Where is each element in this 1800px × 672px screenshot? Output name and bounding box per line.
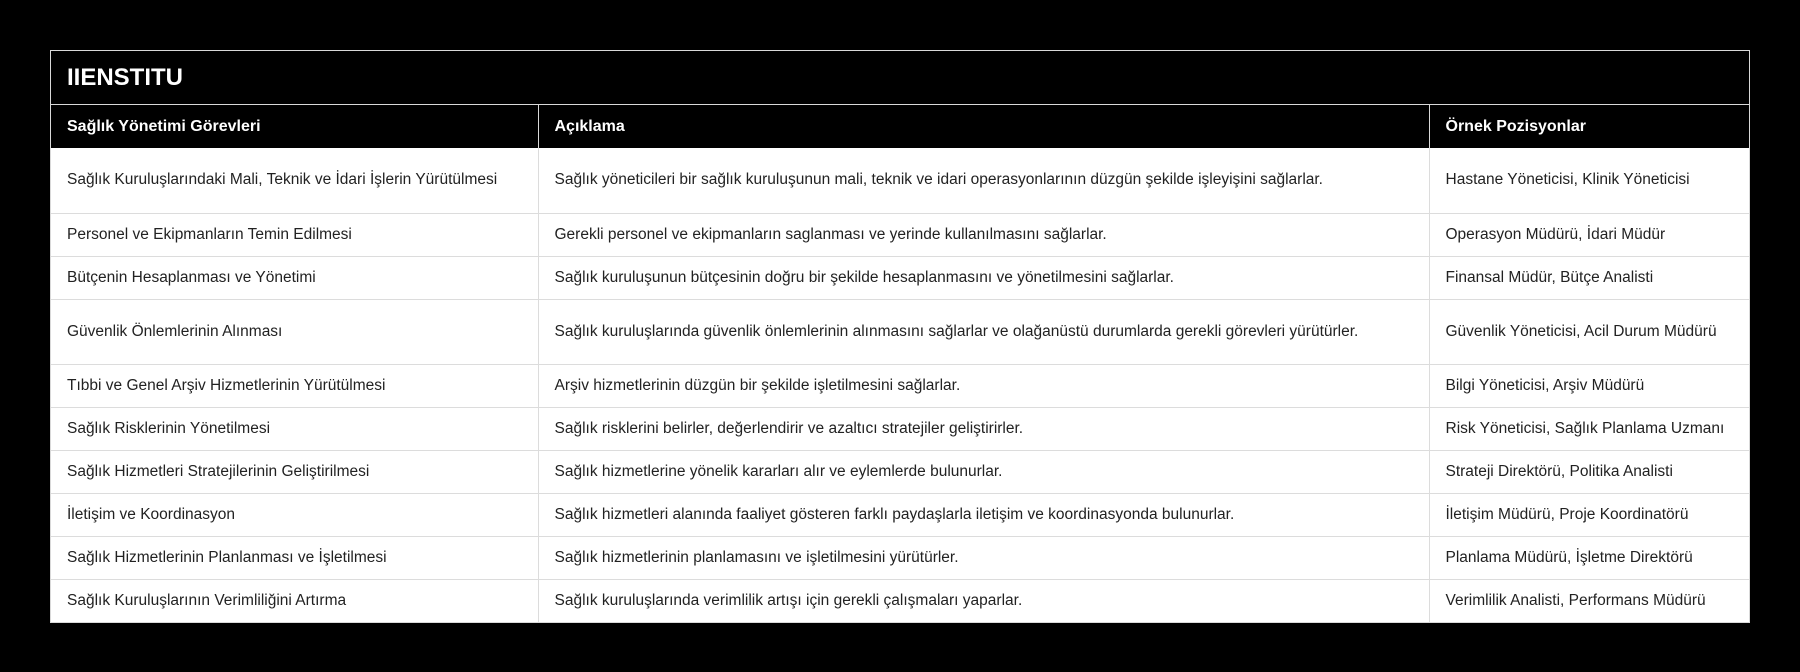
table-row <box>51 213 1749 256</box>
description-cell: Sağlık kuruluşlarında güvenlik önlemlerinin alınmasını sağlarlar ve olağanüstü durumlarda gerekli görevleri yürütürler. <box>538 299 1429 364</box>
table-row <box>51 536 1749 579</box>
description-cell: Sağlık yöneticileri bir sağlık kuruluşunun mali, teknik ve idari operasyonlarının düzgün şekilde işleyişini sağlarlar. <box>538 148 1429 213</box>
column-header-description: Açıklama <box>538 105 1429 148</box>
tasks-table-container <box>50 50 1750 623</box>
positions-cell: Hastane Yöneticisi, Klinik Yöneticisi <box>1429 148 1749 213</box>
description-cell: Sağlık hizmetleri alanında faaliyet gösteren farklı paydaşlarla iletişim ve koordinasyonda bulunurlar. <box>538 493 1429 536</box>
column-header-tasks: Sağlık Yönetimi Görevleri <box>51 105 538 148</box>
positions-cell: Operasyon Müdürü, İdari Müdür <box>1429 213 1749 256</box>
table-row <box>51 407 1749 450</box>
task-cell: Güvenlik Önlemlerinin Alınması <box>51 299 538 364</box>
positions-cell: İletişim Müdürü, Proje Koordinatörü <box>1429 493 1749 536</box>
table-title: IIENSTITU <box>51 51 1749 105</box>
positions-cell: Risk Yöneticisi, Sağlık Planlama Uzmanı <box>1429 407 1749 450</box>
table-row <box>51 299 1749 364</box>
table-row <box>51 364 1749 407</box>
positions-cell: Strateji Direktörü, Politika Analisti <box>1429 450 1749 493</box>
table-row <box>51 148 1749 213</box>
task-cell: Sağlık Kuruluşlarındaki Mali, Teknik ve İdari İşlerin Yürütülmesi <box>51 148 538 213</box>
description-cell: Gerekli personel ve ekipmanların saglanması ve yerinde kullanılmasını sağlarlar. <box>538 213 1429 256</box>
description-cell: Sağlık kuruluşunun bütçesinin doğru bir şekilde hesaplanmasını ve yönetilmesini sağlarlar. <box>538 256 1429 299</box>
description-cell: Sağlık hizmetlerine yönelik kararları alır ve eylemlerde bulunurlar. <box>538 450 1429 493</box>
table-row <box>51 493 1749 536</box>
positions-cell: Güvenlik Yöneticisi, Acil Durum Müdürü <box>1429 299 1749 364</box>
health-management-tasks-table <box>51 105 1749 622</box>
task-cell: Sağlık Kuruluşlarının Verimliliğini Artırma <box>51 579 538 622</box>
positions-cell: Planlama Müdürü, İşletme Direktörü <box>1429 536 1749 579</box>
description-cell: Sağlık kuruluşlarında verimlilik artışı için gerekli çalışmaları yaparlar. <box>538 579 1429 622</box>
task-cell: Sağlık Hizmetlerinin Planlanması ve İşletilmesi <box>51 536 538 579</box>
column-header-positions: Örnek Pozisyonlar <box>1429 105 1749 148</box>
task-cell: Sağlık Risklerinin Yönetilmesi <box>51 407 538 450</box>
positions-cell: Verimlilik Analisti, Performans Müdürü <box>1445 591 1706 609</box>
table-row <box>51 450 1749 493</box>
task-cell: Tıbbi ve Genel Arşiv Hizmetlerinin Yürütülmesi <box>51 364 538 407</box>
header-row <box>51 105 1749 148</box>
positions-cell: Bilgi Yöneticisi, Arşiv Müdürü <box>1429 364 1749 407</box>
task-cell: Bütçenin Hesaplanması ve Yönetimi <box>51 256 538 299</box>
task-cell: Sağlık Hizmetleri Stratejilerinin Geliştirilmesi <box>51 450 538 493</box>
positions-cell: Finansal Müdür, Bütçe Analisti <box>1429 256 1749 299</box>
task-cell: İletişim ve Koordinasyon <box>51 493 538 536</box>
table-row <box>51 256 1749 299</box>
task-cell: Personel ve Ekipmanların Temin Edilmesi <box>51 213 538 256</box>
description-cell: Arşiv hizmetlerinin düzgün bir şekilde işletilmesini sağlarlar. <box>538 364 1429 407</box>
description-cell: Sağlık risklerini belirler, değerlendirir ve azaltıcı stratejiler geliştirirler. <box>538 407 1429 450</box>
description-cell: Sağlık hizmetlerinin planlamasını ve işletilmesini yürütürler. <box>538 536 1429 579</box>
table-row <box>51 579 1749 622</box>
